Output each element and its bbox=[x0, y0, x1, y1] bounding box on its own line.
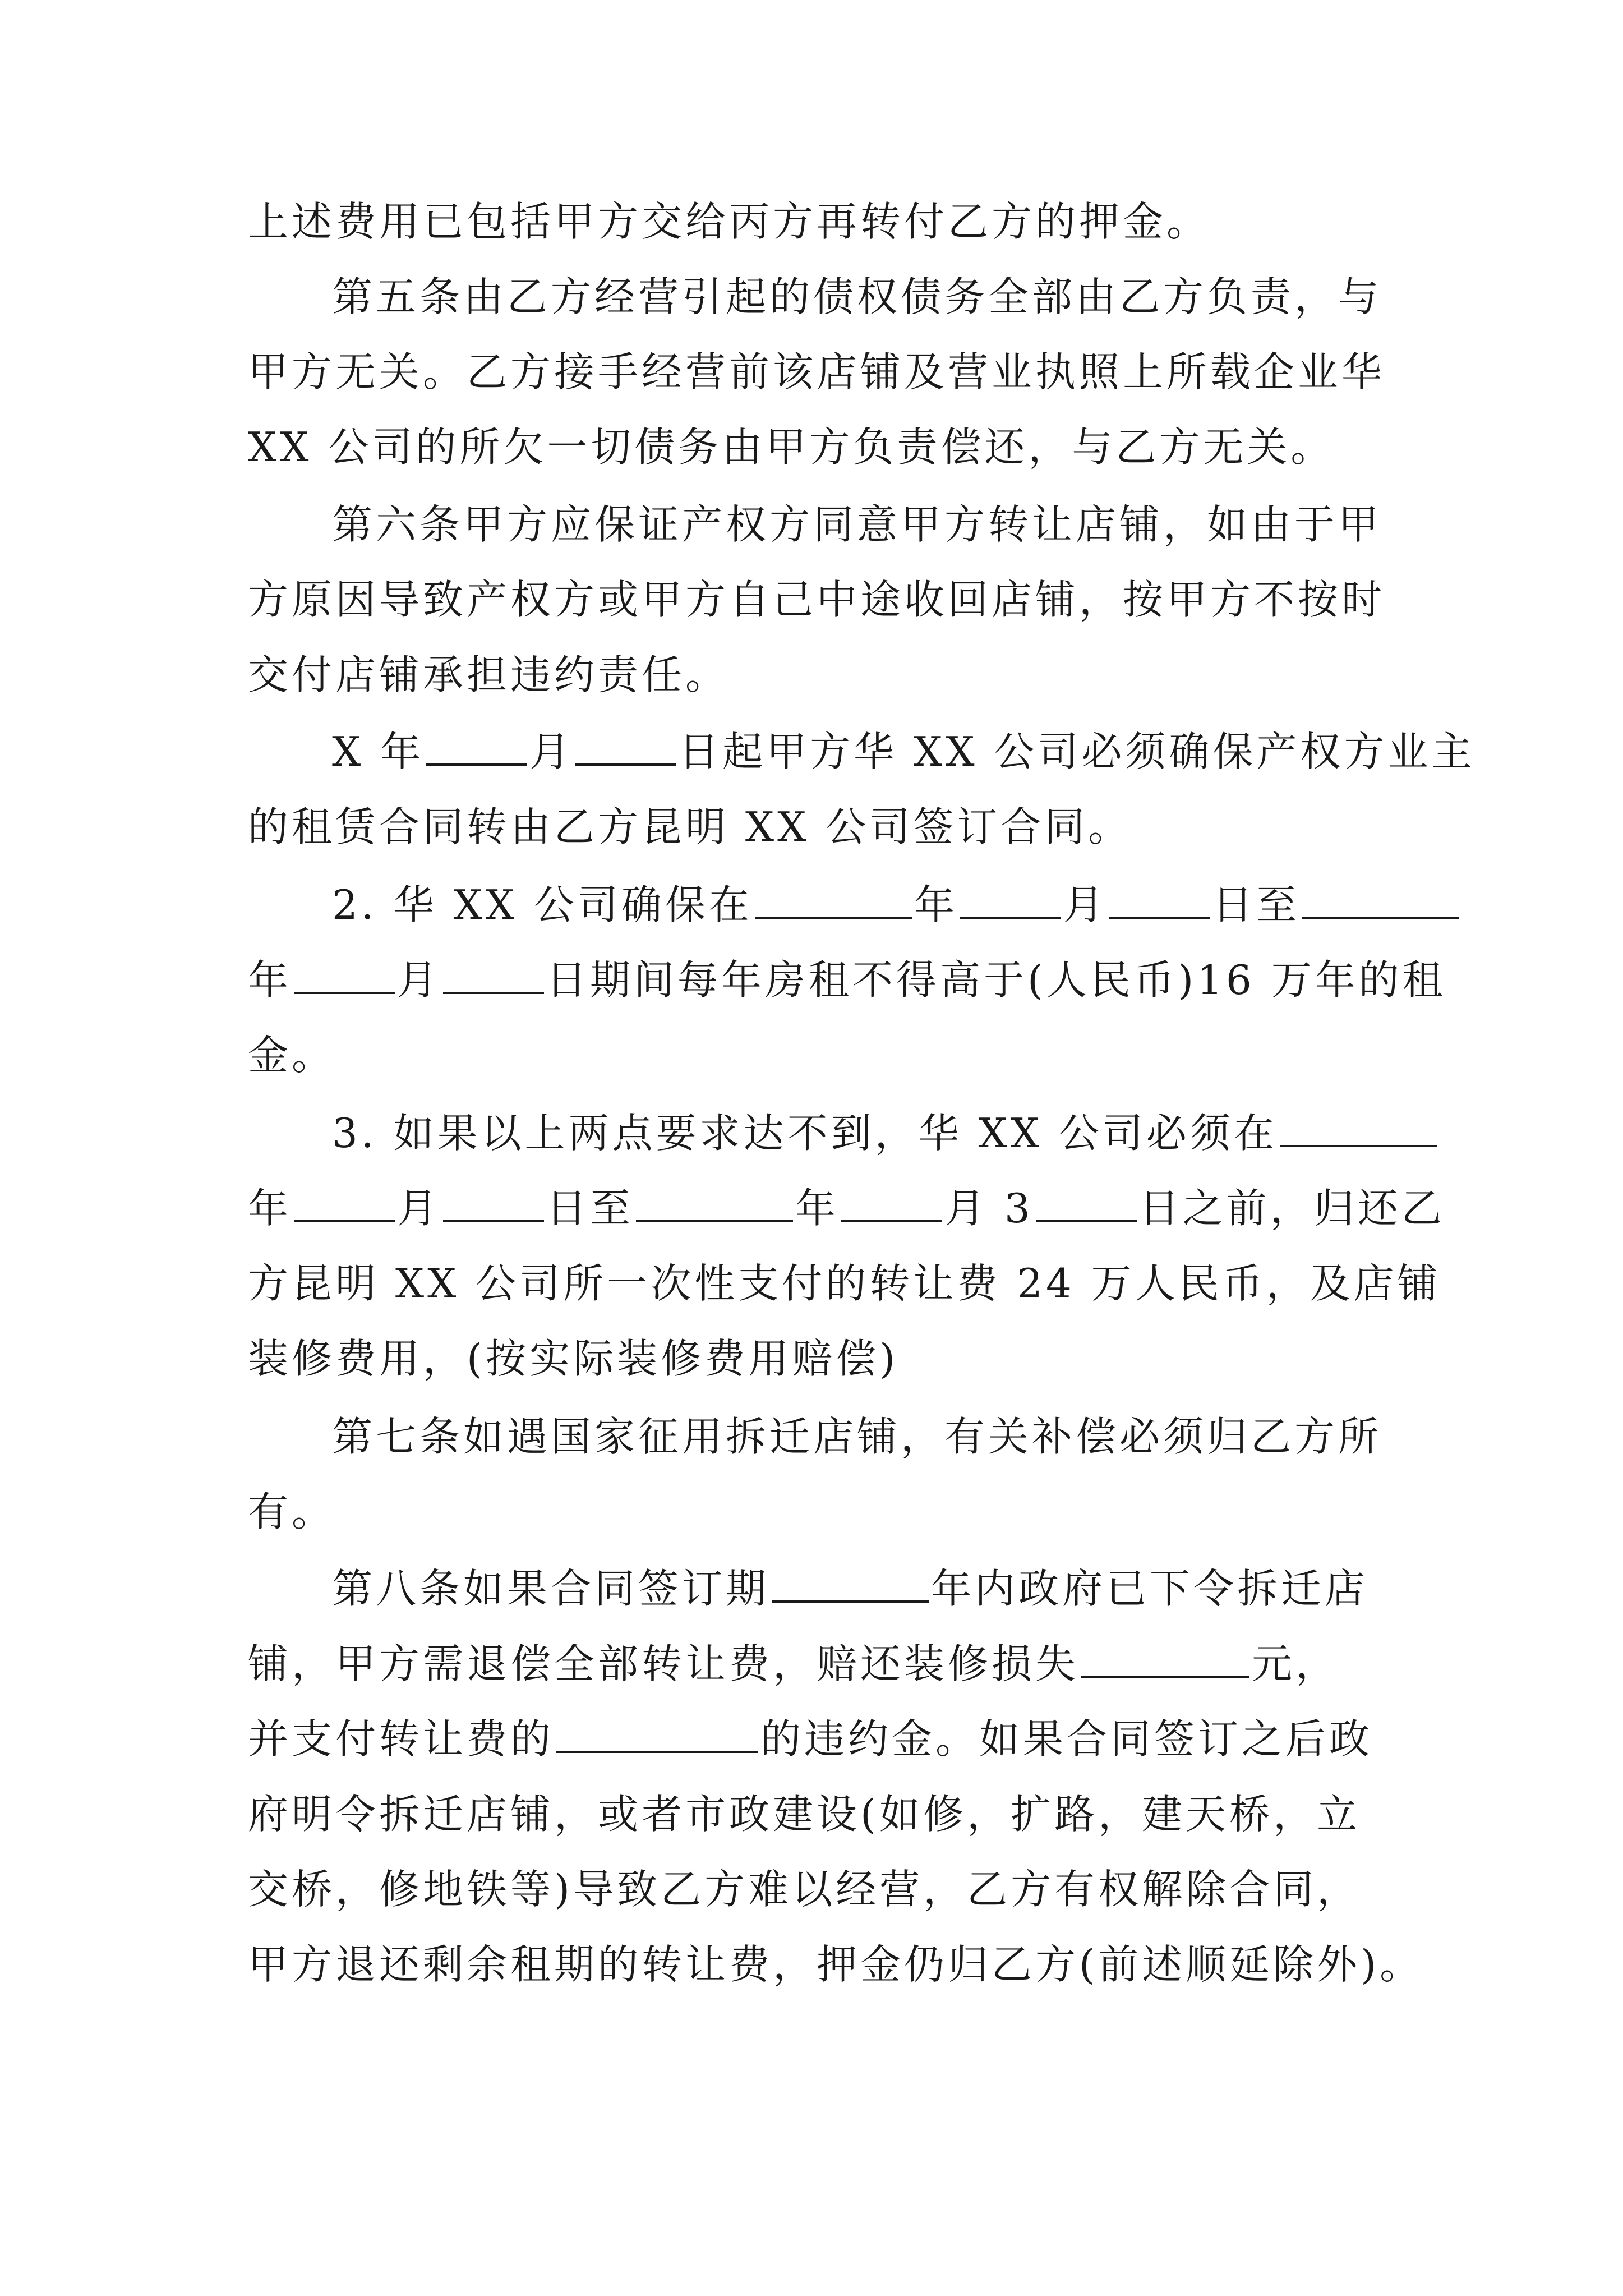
clause-3-line-1 bbox=[332, 1105, 1439, 1161]
article-8-line-2 bbox=[248, 1636, 1339, 1692]
clause-2-line-1 bbox=[332, 877, 1461, 933]
article-8-line-5: 交桥，修地铁等)导致乙方难以经营，乙方有权解除合同， bbox=[248, 1866, 1361, 1913]
article-6-line-3: 交付店铺承担违约责任。 bbox=[248, 651, 730, 698]
text-segment: 日至 bbox=[546, 1185, 634, 1232]
article-6-line-1: 第六条甲方应保证产权方同意甲方转让店铺，如由于甲 bbox=[332, 501, 1382, 548]
article-8-line-4: 府明令拆迁店铺，或者市政建设(如修，扩路，建天桥，立 bbox=[248, 1791, 1361, 1838]
article-7-line-2: 有。 bbox=[248, 1488, 336, 1535]
blank-field bbox=[1109, 882, 1210, 919]
blank-field bbox=[1036, 1185, 1137, 1222]
blank-field bbox=[294, 957, 395, 994]
blank-field bbox=[426, 729, 527, 766]
text-segment: 年内政府已下令拆迁店 bbox=[931, 1565, 1369, 1612]
blank-field bbox=[443, 957, 544, 994]
clause-1-line-1 bbox=[332, 724, 1475, 780]
blank-field bbox=[1081, 1641, 1249, 1678]
blank-field bbox=[1280, 1110, 1437, 1147]
blank-field bbox=[636, 1185, 793, 1222]
blank-field bbox=[841, 1185, 942, 1222]
article-8-line-6: 甲方退还剩余租期的转让费，押金仍归乙方(前述顺延除外)。 bbox=[248, 1941, 1424, 1988]
text-segment: 并支付转让费的 bbox=[248, 1715, 555, 1763]
clause-2-line-3: 金。 bbox=[248, 1032, 336, 1079]
clause-1-line-2: 的租赁合同转由乙方昆明 XX 公司签订合同。 bbox=[248, 803, 1132, 850]
blank-field bbox=[755, 882, 912, 919]
text-segment: 第八条如果合同签订期 bbox=[332, 1565, 770, 1612]
blank-field bbox=[960, 882, 1061, 919]
article-5-line-3: XX 公司的所欠一切债务由甲方负责偿还，与乙方无关。 bbox=[248, 424, 1335, 471]
clause-2-line-2 bbox=[248, 952, 1446, 1008]
text-segment: 日之前，归还乙 bbox=[1138, 1185, 1445, 1232]
text-segment: 铺，甲方需退偿全部转让费，赔还装修损失 bbox=[248, 1640, 1080, 1687]
text-segment: 2. 华 XX 公司确保在 bbox=[332, 881, 753, 928]
article-8-line-3 bbox=[248, 1711, 1373, 1767]
text-segment: 元， bbox=[1252, 1640, 1340, 1687]
text-segment: 年 bbox=[795, 1185, 840, 1232]
blank-field bbox=[294, 1185, 395, 1222]
article-5-line-1: 第五条由乙方经营引起的债权债务全部由乙方负责，与 bbox=[332, 273, 1382, 320]
text-segment: 的违约金。如果合同签订之后政 bbox=[760, 1715, 1373, 1763]
blank-field bbox=[443, 1185, 544, 1222]
blank-field bbox=[1302, 882, 1459, 919]
text-segment: 月 3 bbox=[944, 1185, 1034, 1232]
text-segment: 年 bbox=[914, 881, 958, 928]
blank-field bbox=[556, 1716, 758, 1753]
article-5-line-2: 甲方无关。乙方接手经营前该店铺及营业执照上所载企业华 bbox=[248, 348, 1386, 395]
text-line: 上述费用已包括甲方交给丙方再转付乙方的押金。 bbox=[248, 198, 1211, 245]
text-segment: 日至 bbox=[1212, 881, 1300, 928]
text-segment: 年 bbox=[248, 956, 292, 1004]
clause-3-line-3: 方昆明 XX 公司所一次性支付的转让费 24 万人民币，及店铺 bbox=[248, 1260, 1441, 1307]
text-segment: 日起甲方华 XX 公司必须确保产权方业主 bbox=[679, 728, 1476, 775]
article-6-line-2: 方原因导致产权方或甲方自己中途收回店铺，按甲方不按时 bbox=[248, 576, 1386, 623]
text-segment: 3. 如果以上两点要求达不到，华 XX 公司必须在 bbox=[332, 1110, 1278, 1157]
text-segment: X 年 bbox=[332, 728, 425, 775]
blank-field bbox=[575, 729, 676, 766]
text-segment: 日期间每年房租不得高于(人民币)16 万年的租 bbox=[546, 956, 1446, 1004]
clause-3-line-4: 装修费用，(按实际装修费用赔偿) bbox=[248, 1335, 899, 1382]
blank-field bbox=[772, 1566, 929, 1603]
text-segment: 月 bbox=[1063, 881, 1107, 928]
clause-3-line-2 bbox=[248, 1180, 1445, 1236]
article-7-line-1: 第七条如遇国家征用拆迁店铺，有关补偿必须归乙方所 bbox=[332, 1413, 1382, 1460]
text-segment: 月 bbox=[397, 1185, 441, 1232]
text-segment: 月 bbox=[529, 728, 574, 775]
article-8-line-1 bbox=[332, 1561, 1368, 1617]
text-segment: 年 bbox=[248, 1185, 292, 1232]
text-segment: 月 bbox=[397, 956, 441, 1004]
